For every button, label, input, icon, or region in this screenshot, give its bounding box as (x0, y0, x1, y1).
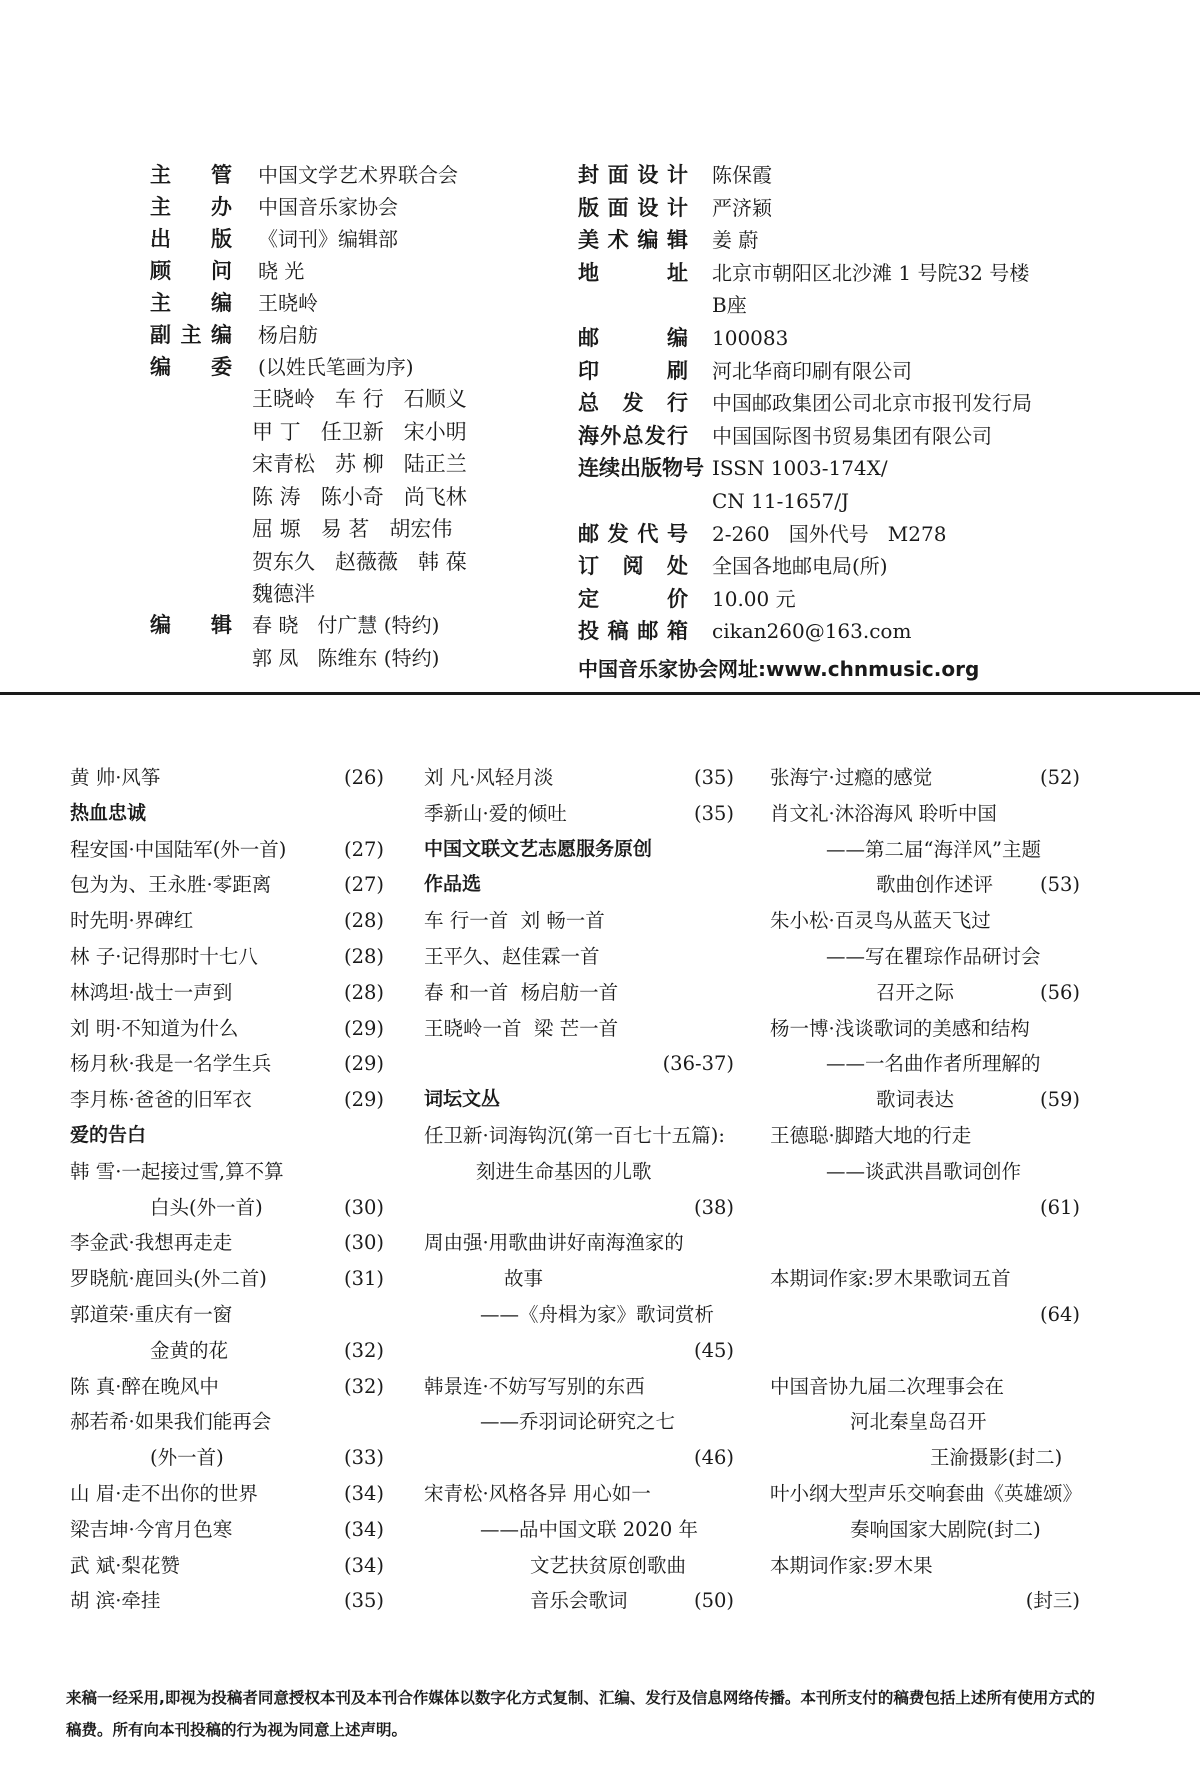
masthead-label: 版 面 设 计 (578, 195, 688, 220)
toc-entry: 春 和一首 杨启舫一首 (424, 980, 619, 1004)
masthead-value: B座 (712, 293, 747, 318)
toc-page-number: (52) (1039, 766, 1080, 789)
toc-entry: 杨一博·浅谈歌词的美感和结构 (770, 1016, 1030, 1040)
toc-entry: 胡 滨·牵挂 (70, 1589, 161, 1613)
masthead-value: 全国各地邮电局(所) (712, 554, 888, 579)
toc-page-number: (50) (693, 1589, 734, 1613)
toc-page-number: (38) (693, 1195, 734, 1219)
toc-page-number: (32) (343, 1338, 384, 1362)
masthead-value: 中国国际图书贸易集团有限公司 (712, 423, 992, 448)
toc-page-number: (35) (343, 1589, 384, 1613)
toc-entry: 宋青松·风格各异 用心如一 (424, 1482, 651, 1505)
toc-entry: 歌曲创作述评 (876, 873, 994, 897)
masthead-value: 10.00 元 (712, 586, 796, 611)
editorial-board-line: 魏德泮 (252, 582, 315, 606)
website-line: 中国音乐家协会网址:www.chnmusic.org (578, 657, 980, 681)
toc-entry: 韩 雪·一起接过雪,算不算 (70, 1159, 284, 1183)
toc-entry: 李月栋·爸爸的旧军衣 (70, 1088, 252, 1112)
toc-entry: ——第二届“海洋风”主题 (826, 837, 1041, 861)
editorial-board-line: 宋青松 苏 柳 陆正兰 (252, 452, 467, 476)
toc-entry: 韩景连·不妨写写别的东西 (424, 1374, 645, 1398)
masthead-label: 封 面 设 计 (578, 163, 688, 187)
toc-page-number: (29) (343, 1052, 384, 1076)
toc-entry: 王渝摄影(封二) (930, 1446, 1063, 1470)
masthead-label: 编 辑 (150, 613, 232, 637)
masthead-label: 主 管 (150, 163, 232, 187)
masthead-value: 杨启舫 (258, 323, 318, 347)
masthead-label: 印 刷 (578, 358, 688, 383)
toc-entry: 张海宁·过瘾的感觉 (770, 766, 933, 789)
toc-entry: 刻进生命基因的儿歌 (476, 1159, 652, 1183)
toc-entry: 黄 帅·风筝 (70, 766, 161, 789)
masthead-value: 河北华商印刷有限公司 (712, 358, 912, 383)
toc-entry: 时先明·界碑红 (70, 909, 194, 933)
masthead-label: 总 发 行 (578, 391, 688, 416)
toc-entry: ——写在瞿琮作品研讨会 (826, 945, 1041, 968)
toc-entry: 郭道荣·重庆有一窗 (70, 1303, 233, 1326)
masthead-label: 美 术 编 辑 (578, 228, 688, 253)
toc-page-number: (31) (343, 1267, 384, 1291)
toc-entry: ——一名曲作者所理解的 (826, 1052, 1041, 1076)
toc-entry: 中国音协九届二次理事会在 (770, 1374, 1005, 1398)
toc-page-number: (28) (343, 980, 384, 1004)
masthead-value: 中国邮政集团公司北京市报刊发行局 (712, 391, 1032, 416)
masthead-value: 严济颖 (712, 195, 772, 220)
toc-entry: 王德聪·脚踏大地的行走 (770, 1124, 972, 1147)
editorial-board-line: 贺东久 赵薇薇 韩 葆 (252, 549, 467, 574)
toc-entry: 召开之际 (876, 980, 955, 1004)
masthead-value: 中国音乐家协会 (258, 195, 398, 219)
masthead-label: 订 阅 处 (578, 554, 688, 579)
masthead-label: 投 稿 邮 箱 (578, 619, 688, 644)
toc-entry: 林 子·记得那时十七八 (70, 945, 258, 968)
masthead-value: 晓 光 (258, 259, 305, 283)
toc-page-number: (35) (693, 801, 734, 825)
toc-entry: 本期词作家:罗木果歌词五首 (770, 1267, 1011, 1291)
toc-entry: 郝若希·如果我们能再会 (70, 1410, 272, 1434)
toc-section-heading: 作品选 (424, 873, 482, 896)
masthead-value: cikan260@163.com (712, 619, 912, 644)
masthead-value: 2-260 国外代号 M278 (712, 521, 947, 546)
toc-entry: (外一首) (150, 1446, 224, 1470)
toc-entry: 音乐会歌词 (530, 1589, 628, 1613)
toc-entry: 刘 明·不知道为什么 (70, 1016, 239, 1040)
toc-section-heading: 热血忠诚 (70, 801, 147, 824)
masthead-label: 编 委 (150, 355, 232, 379)
toc-entry: 肖文礼·沐浴海风 聆听中国 (770, 801, 997, 825)
toc-entry: 梁吉坤·今宵月色寒 (70, 1517, 233, 1541)
masthead-label: 主 编 (150, 291, 232, 315)
toc-entry: 刘 凡·风轻月淡 (424, 766, 554, 789)
masthead-value: 100083 (712, 326, 789, 350)
toc-entry: 李金武·我想再走走 (70, 1231, 233, 1255)
toc-entry: 陈 真·醉在晚风中 (70, 1374, 219, 1398)
toc-entry: 奏响国家大剧院(封二) (850, 1517, 1041, 1541)
toc-page-number: (封三) (1025, 1589, 1080, 1613)
toc-entry: 故事 (504, 1267, 544, 1291)
editors-line: 春 晓 付广慧 (特约) (252, 613, 440, 637)
toc-page-number: (53) (1039, 873, 1080, 897)
toc-entry: 朱小松·百灵鸟从蓝天飞过 (770, 909, 991, 933)
toc-entry: 本期词作家:罗木果 (770, 1553, 933, 1577)
masthead-label: 副 主 编 (150, 323, 232, 347)
toc-page-number: (34) (343, 1482, 384, 1505)
toc-page-number: (36-37) (662, 1052, 734, 1076)
toc-page-number: (30) (343, 1231, 384, 1255)
toc-page-number: (28) (343, 945, 384, 968)
toc-entry: 任卫新·词海钩沉(第一百七十五篇): (424, 1124, 725, 1147)
toc-entry: 周由强·用歌曲讲好南海渔家的 (424, 1231, 684, 1255)
toc-page-number: (27) (343, 837, 384, 861)
toc-entry: 歌词表达 (876, 1088, 955, 1112)
toc-page-number: (56) (1039, 980, 1080, 1004)
toc-page-number: (35) (693, 766, 734, 789)
masthead-value: CN 11-1657/J (712, 489, 850, 513)
toc-entry: 金黄的花 (150, 1338, 229, 1362)
masthead-value: 中国文学艺术界联合会 (258, 163, 458, 187)
toc-page-number: (33) (343, 1446, 384, 1470)
masthead-label: 连 续 出 版 物 号 (578, 456, 704, 481)
toc-entry: 叶小纲大型声乐交响套曲《英雄颂》 (770, 1482, 1083, 1505)
toc-entry: 车 行一首 刘 畅一首 (424, 909, 605, 933)
toc-entry: 河北秦皇岛召开 (850, 1410, 987, 1434)
toc-entry: 王平久、赵佳霖一首 (424, 945, 600, 968)
toc-entry: ——谈武洪昌歌词创作 (826, 1159, 1022, 1183)
masthead-label: 地 址 (578, 260, 688, 285)
masthead-label: 出 版 (150, 227, 232, 251)
toc-page-number: (29) (343, 1016, 384, 1040)
masthead-value: 王晓岭 (258, 291, 318, 315)
masthead-value: 姜 蔚 (712, 228, 759, 253)
toc-entry: 山 眉·走不出你的世界 (70, 1482, 258, 1505)
masthead-label: 主 办 (150, 195, 232, 219)
toc-page-number: (59) (1039, 1088, 1080, 1112)
toc-entry: ——品中国文联 2020 年 (480, 1517, 699, 1541)
editorial-board-line: 屈 塬 易 茗 胡宏伟 (252, 517, 453, 541)
toc-entry: 文艺扶贫原创歌曲 (530, 1553, 687, 1577)
toc-page-number: (27) (343, 873, 384, 897)
masthead-label: 顾 问 (150, 259, 232, 283)
editors-line: 郭 凤 陈维东 (特约) (252, 646, 440, 670)
footer-note: 来稿一经采用,即视为投稿者同意授权本刊及本刊合作媒体以数字化方式复制、汇编、发行及信息网络传播。本刊所支付的稿费包括上述所有使用方式的稿费。所有向本刊投稿的行为视为同意上述声明。 (66, 1689, 1095, 1739)
toc-page-number: (34) (343, 1517, 384, 1541)
toc-page-number: (34) (343, 1553, 384, 1577)
masthead-label: 邮 发 代 号 (578, 521, 688, 546)
masthead-value: ISSN 1003-174X/ (712, 456, 888, 481)
editorial-board-line: 王晓岭 车 行 石顺义 (252, 387, 467, 411)
toc-entry: 王晓岭一首 梁 芒一首 (424, 1016, 619, 1040)
toc-page-number: (32) (343, 1374, 384, 1398)
toc-entry: 白头(外一首) (150, 1195, 263, 1219)
masthead-value: 《词刊》编辑部 (258, 227, 398, 251)
toc-entry: ——乔羽词论研究之七 (480, 1410, 676, 1434)
masthead-label: 定 价 (578, 586, 688, 611)
toc-page-number: (29) (343, 1088, 384, 1112)
toc-page-number: (45) (693, 1338, 734, 1362)
toc-entry: 林鸿坦·战士一声到 (70, 980, 233, 1004)
toc-entry: 季新山·爱的倾吐 (424, 801, 567, 825)
editorial-board-line: 陈 涛 陈小奇 尚飞林 (252, 484, 467, 509)
toc-section-heading: 词坛文丛 (424, 1088, 501, 1111)
masthead-value: 北京市朝阳区北沙滩 1 号院32 号楼 (712, 260, 1030, 285)
masthead-label: 邮 编 (578, 326, 688, 350)
toc-section-heading: 爱的告白 (70, 1124, 147, 1146)
toc-entry: 包为为、王永胜·零距离 (70, 873, 272, 897)
toc-entry: 程安国·中国陆军(外一首) (70, 837, 287, 861)
masthead-label: 海 外 总 发 行 (578, 423, 688, 448)
masthead-value: 陈保霞 (712, 163, 772, 187)
toc-page-number: (26) (343, 766, 384, 789)
toc-entry: ——《舟楫为家》歌词赏析 (480, 1303, 715, 1326)
toc-entry: 杨月秋·我是一名学生兵 (70, 1052, 272, 1076)
toc-entry: 罗晓航·鹿回头(外二首) (70, 1267, 267, 1291)
toc-page-number: (61) (1039, 1195, 1080, 1219)
toc-section-heading: 中国文联文艺志愿服务原创 (424, 837, 653, 860)
masthead-value: (以姓氏笔画为序) (258, 355, 414, 379)
toc-page-number: (46) (693, 1446, 734, 1470)
toc-page-number: (64) (1039, 1303, 1080, 1326)
editorial-board-line: 甲 丁 任卫新 宋小明 (252, 419, 467, 444)
toc-page-number: (30) (343, 1195, 384, 1219)
toc-entry: 武 斌·梨花赞 (70, 1553, 180, 1577)
toc-page-number: (28) (343, 909, 384, 933)
